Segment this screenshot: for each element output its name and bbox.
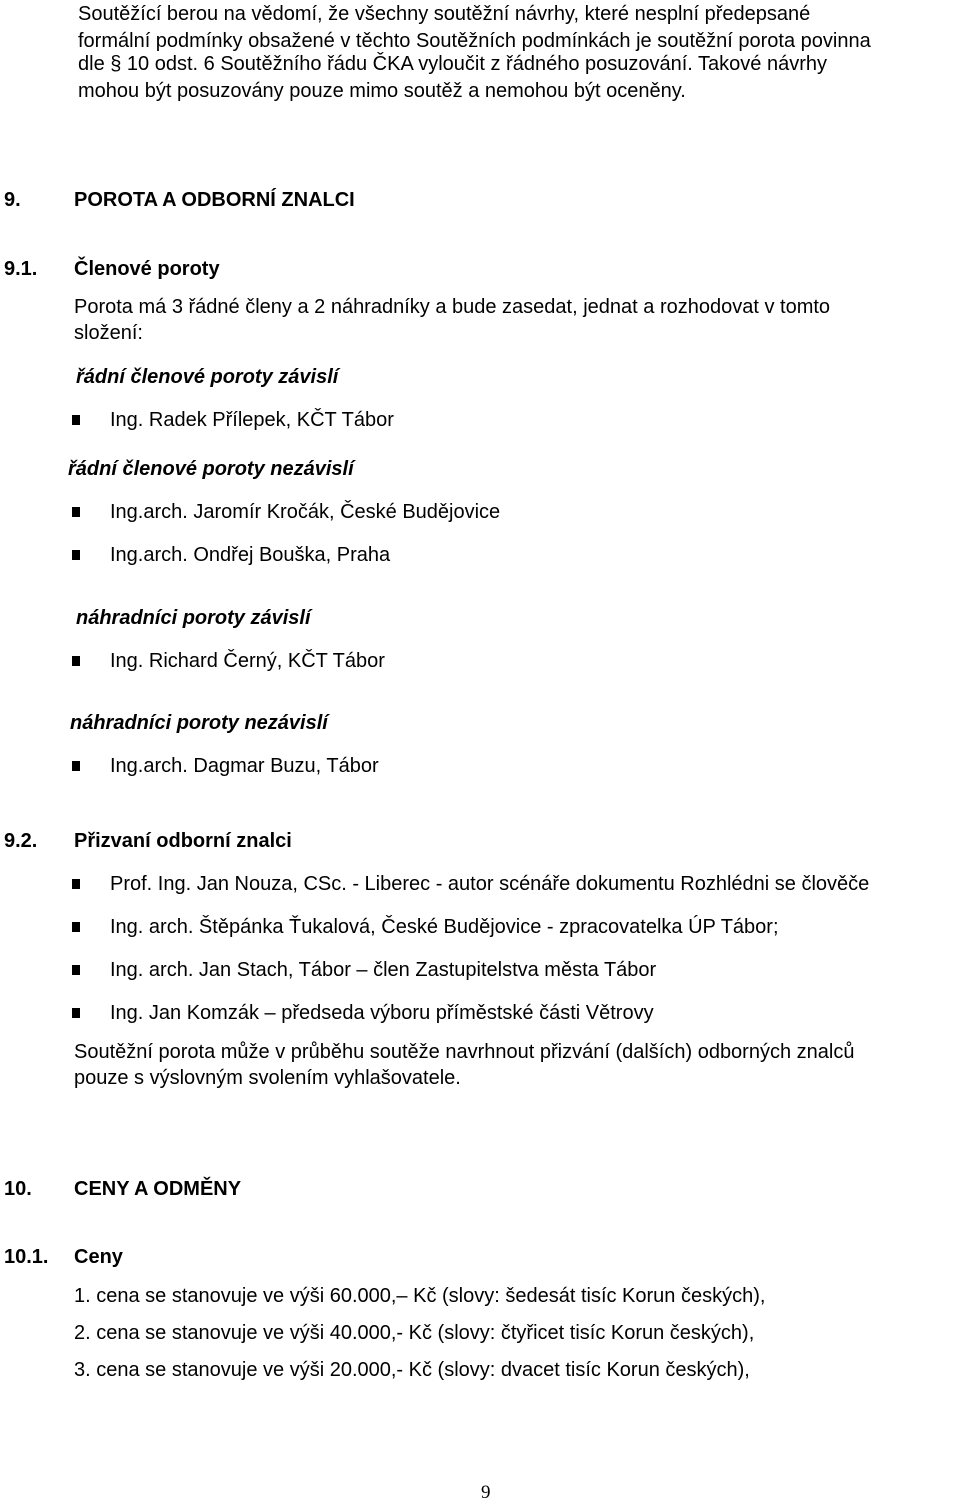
bullet-square-icon [72, 761, 80, 771]
experts-paragraph-line-2: pouze s výslovným svolením vyhlašovatele. [74, 1067, 461, 1089]
list-item: Ing.arch. Jaromír Kročák, České Budějovice [72, 500, 500, 524]
section-9-2-title: Přizvaní odborní znalci [74, 830, 292, 852]
section-10-1-number: 10.1. [4, 1246, 49, 1268]
section-9-1-number: 9.1. [4, 258, 38, 280]
list-item: Ing.arch. Ondřej Bouška, Praha [72, 543, 390, 567]
section-9-1-title: Členové poroty [74, 258, 220, 280]
section-10-1-title: Ceny [74, 1246, 123, 1268]
section-10-title: CENY A ODMĚNY [74, 1178, 242, 1200]
list-item: Ing. Jan Komzák – předseda výboru příměstské části Větrovy [72, 1001, 654, 1025]
list-item: Prof. Ing. Jan Nouza, CSc. - Liberec - autor scénáře dokumentu Rozhlédni se člověče [72, 872, 869, 896]
intro-line-1: Soutěžící berou na vědomí, že všechny soutěžní návrhy, které nesplní předepsané [78, 3, 811, 25]
group-substitute-independent-title: náhradníci poroty nezávislí [70, 712, 328, 734]
group-regular-dependent-title: řádní členové poroty závislí [76, 366, 339, 388]
list-item: Ing.arch. Dagmar Buzu, Tábor [72, 754, 379, 778]
bullet-square-icon [72, 922, 80, 932]
experts-paragraph-line-1: Soutěžní porota může v průběhu soutěže navrhnout přizvání (dalších) odborných znalců [74, 1041, 855, 1063]
intro-line-3: dle § 10 odst. 6 Soutěžního řádu ČKA vyloučit z řádného posuzování. Takové návrhy [78, 53, 827, 75]
bullet-square-icon [72, 507, 80, 517]
bullet-square-icon [72, 1008, 80, 1018]
section-10-number: 10. [4, 1178, 32, 1200]
bullet-square-icon [72, 965, 80, 975]
section-9-title: POROTA A ODBORNÍ ZNALCI [74, 189, 355, 211]
list-item: Ing. Radek Přílepek, KČT Tábor [72, 408, 394, 432]
list-item: Ing. arch. Štěpánka Ťukalová, České Budějovice - zpracovatelka ÚP Tábor; [72, 915, 779, 939]
bullet-square-icon [72, 550, 80, 560]
bullet-square-icon [72, 415, 80, 425]
page-number: 9 [481, 1482, 491, 1503]
bullet-square-icon [72, 879, 80, 889]
prize-line-1: 1. cena se stanovuje ve výši 60.000,– Kč (slovy: šedesát tisíc Korun českých), [74, 1285, 766, 1307]
intro-line-4: mohou být posuzovány pouze mimo soutěž a nemohou být oceněny. [78, 80, 686, 102]
jury-paragraph-line-1: Porota má 3 řádné členy a 2 náhradníky a bude zasedat, jednat a rozhodovat v tomto [74, 296, 831, 318]
bullet-square-icon [72, 656, 80, 666]
intro-line-2: formální podmínky obsažené v těchto Soutěžních podmínkách je soutěžní porota povinna [78, 30, 871, 52]
section-9-number: 9. [4, 189, 21, 211]
group-regular-independent-title: řádní členové poroty nezávislí [68, 458, 354, 480]
list-item: Ing. Richard Černý, KČT Tábor [72, 649, 385, 673]
prize-line-3: 3. cena se stanovuje ve výši 20.000,- Kč (slovy: dvacet tisíc Korun českých), [74, 1359, 750, 1381]
group-substitute-dependent-title: náhradníci poroty závislí [76, 607, 311, 629]
section-9-2-number: 9.2. [4, 830, 38, 852]
list-item: Ing. arch. Jan Stach, Tábor – člen Zastupitelstva města Tábor [72, 958, 656, 982]
prize-line-2: 2. cena se stanovuje ve výši 40.000,- Kč (slovy: čtyřicet tisíc Korun českých), [74, 1322, 755, 1344]
jury-paragraph-line-2: složení: [74, 322, 143, 344]
